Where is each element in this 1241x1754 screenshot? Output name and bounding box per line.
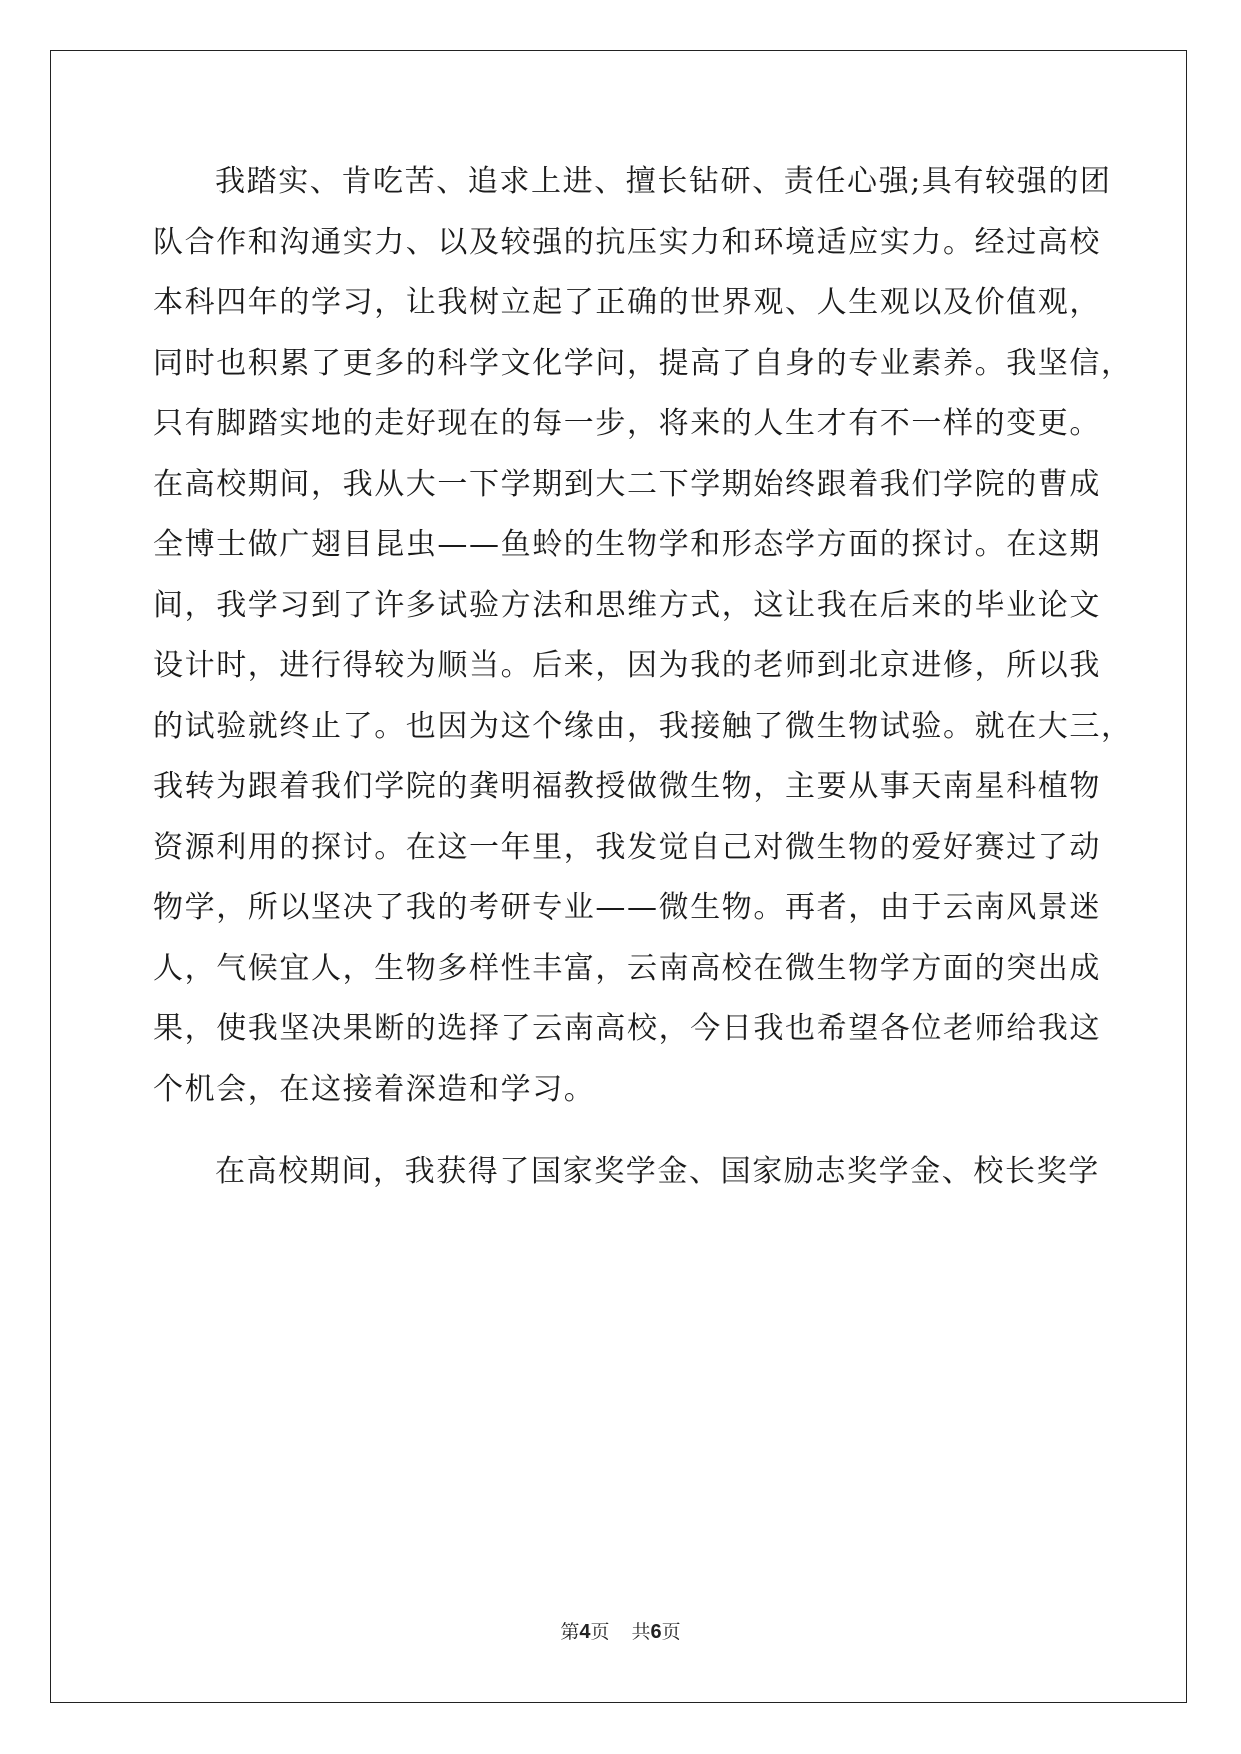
current-page-number: 4 bbox=[579, 1621, 591, 1643]
total-prefix: 共 bbox=[631, 1621, 651, 1643]
body-text bbox=[153, 152, 1133, 1203]
total-suffix: 页 bbox=[661, 1621, 681, 1643]
total-page-number: 6 bbox=[650, 1621, 662, 1643]
text-line: 只有脚踏实地的走好现在的每一步，将来的人生才有不一样的变更。 bbox=[153, 406, 1101, 441]
text-line: 的试验就终止了。也因为这个缘由，我接触了微生物试验。就在大三， bbox=[153, 708, 1133, 744]
paragraph-2 bbox=[153, 1142, 1100, 1203]
text-line: 果，使我坚决果断的选择了云南高校，今日我也希望各位老师给我这 bbox=[153, 1011, 1101, 1046]
total-pages bbox=[632, 1621, 681, 1643]
text-line: 我踏实、肯吃苦、追求上进、擅长钻研、责任心强;具有较强的团 bbox=[215, 164, 1112, 199]
text-line: 人，气候宜人，生物多样性丰富，云南高校在微生物学方面的突出成 bbox=[153, 950, 1101, 986]
text-line: 队合作和沟通实力、以及较强的抗压实力和环境适应实力。经过高校 bbox=[153, 224, 1101, 260]
text-line: 个机会，在这接着深造和学习。 bbox=[153, 1071, 596, 1107]
text-line: 全博士做广翅目昆虫——鱼蛉的生物学和形态学方面的探讨。在这期 bbox=[153, 527, 1101, 562]
page-number bbox=[560, 1621, 609, 1643]
text-line: 物学，所以坚决了我的考研专业——微生物。再者，由于云南风景迷 bbox=[153, 890, 1101, 925]
text-line: 在高校期间，我获得了国家奖学金、国家励志奖学金、校长奖学 bbox=[215, 1154, 1100, 1189]
paragraph-1 bbox=[153, 152, 1133, 1120]
text-line: 同时也积累了更多的科学文化学问，提高了自身的专业素养。我坚信， bbox=[153, 345, 1133, 381]
text-line: 我转为跟着我们学院的龚明福教授做微生物，主要从事天南星科植物 bbox=[153, 769, 1101, 804]
text-line: 本科四年的学习，让我树立起了正确的世界观、人生观以及价值观， bbox=[153, 285, 1101, 320]
text-line: 间，我学习到了许多试验方法和思维方式，这让我在后来的毕业论文 bbox=[153, 587, 1101, 623]
text-line: 在高校期间，我从大一下学期到大二下学期始终跟着我们学院的曹成 bbox=[153, 466, 1101, 502]
page-footer bbox=[0, 1617, 1241, 1644]
page-suffix: 页 bbox=[590, 1621, 610, 1643]
text-line: 设计时，进行得较为顺当。后来，因为我的老师到北京进修，所以我 bbox=[153, 648, 1101, 683]
text-line: 资源利用的探讨。在这一年里，我发觉自己对微生物的爱好赛过了动 bbox=[153, 829, 1101, 865]
page-prefix: 第 bbox=[560, 1621, 580, 1643]
paragraph-gap bbox=[153, 1120, 1093, 1142]
